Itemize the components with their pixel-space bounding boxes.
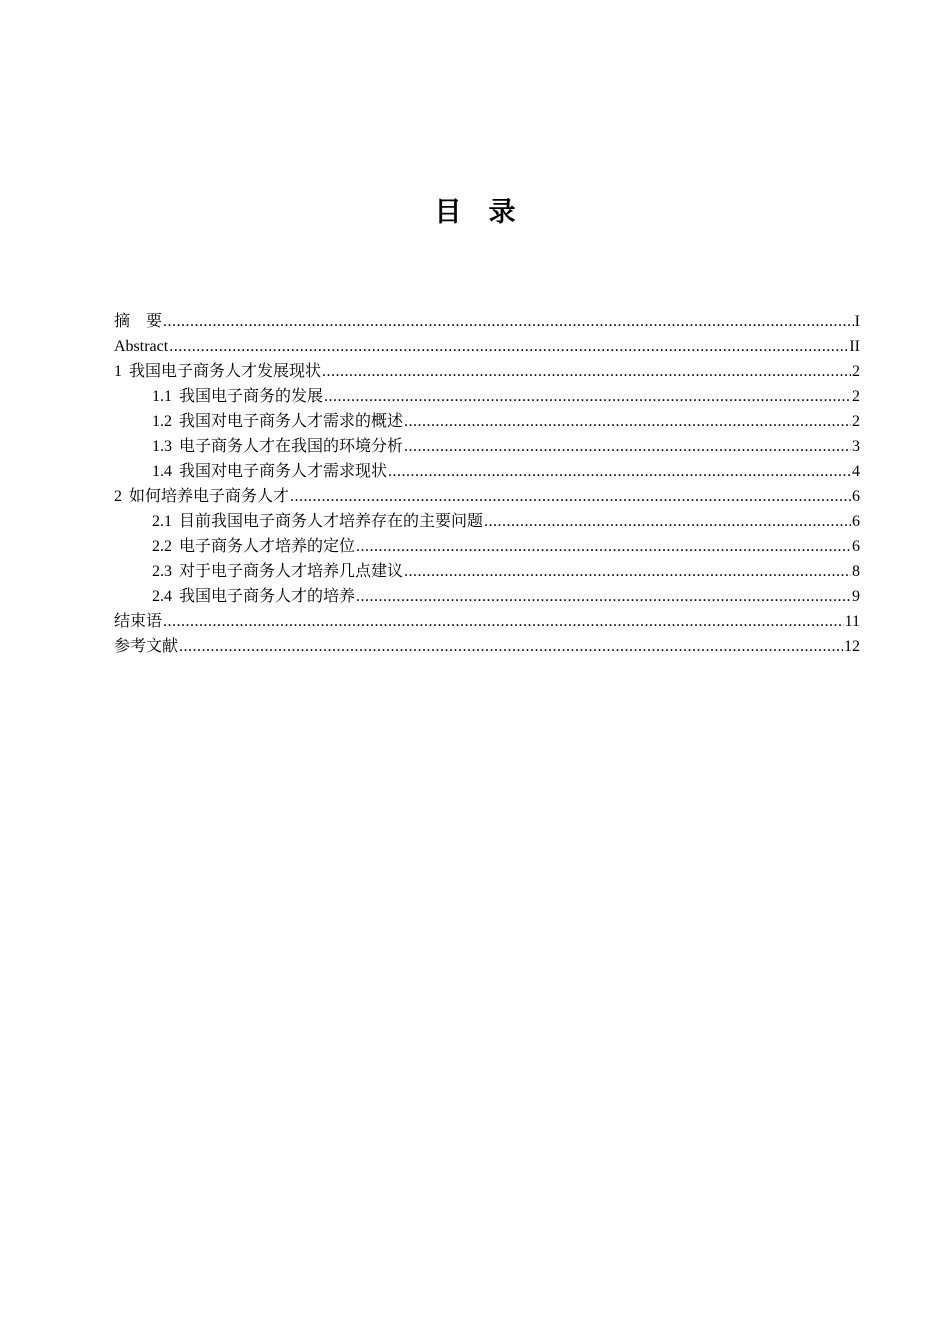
toc-entry-label: 2.4 我国电子商务人才的培养 [152, 588, 356, 605]
toc-entry-number: 1.3 [152, 438, 172, 455]
toc-dot-leader [356, 534, 851, 559]
toc-page-number: 6 [852, 488, 860, 505]
toc-dot-leader [322, 359, 851, 384]
toc-entry-conclusion[interactable] [114, 609, 860, 634]
toc-page-number: 6 [852, 513, 860, 530]
page-title: 目 录 [434, 197, 516, 228]
table-of-contents [114, 309, 860, 659]
toc-dot-leader [163, 609, 844, 634]
toc-entry-number: 1.1 [152, 388, 172, 405]
toc-dot-leader [163, 309, 854, 334]
toc-dot-leader [179, 634, 843, 659]
toc-entry-references[interactable] [114, 634, 860, 659]
toc-entry-label: Abstract [114, 338, 169, 355]
toc-dot-leader [356, 584, 851, 609]
toc-entry-section-1-3[interactable] [114, 434, 860, 459]
toc-entry-section-1-1[interactable] [114, 384, 860, 409]
toc-entry-abstract-en[interactable] [114, 334, 860, 359]
toc-entry-label: 1.1 我国电子商务的发展 [152, 388, 324, 405]
toc-page-number: 2 [852, 388, 860, 405]
toc-entry-number: 2.2 [152, 538, 172, 555]
toc-entry-number: 2.4 [152, 588, 172, 605]
toc-entry-label: 结束语 [114, 613, 163, 630]
toc-entry-label: 1.4 我国对电子商务人才需求现状 [152, 463, 388, 480]
toc-entry-label: 1.2 我国对电子商务人才需求的概述 [152, 413, 404, 430]
toc-entry-number: 2 [114, 488, 122, 505]
toc-page-number: 3 [852, 438, 860, 455]
toc-entry-chapter-2[interactable] [114, 484, 860, 509]
toc-page-number: I [854, 313, 860, 330]
toc-dot-leader [404, 559, 851, 584]
toc-page-number: 12 [844, 638, 860, 655]
toc-entry-section-2-3[interactable] [114, 559, 860, 584]
toc-entry-section-2-1[interactable] [114, 509, 860, 534]
toc-entry-chapter-1[interactable] [114, 359, 860, 384]
toc-page-number: 2 [852, 413, 860, 430]
toc-page-number: 4 [852, 463, 860, 480]
toc-page-number: II [849, 338, 860, 355]
toc-entry-section-2-4[interactable] [114, 584, 860, 609]
toc-entry-label: 参考文献 [114, 638, 179, 655]
toc-page-number: 6 [852, 538, 860, 555]
toc-dot-leader [404, 434, 851, 459]
toc-entry-label: 1.3 电子商务人才在我国的环境分析 [152, 438, 404, 455]
toc-dot-leader [324, 384, 851, 409]
toc-entry-number: 1.2 [152, 413, 172, 430]
toc-page-number: 9 [852, 588, 860, 605]
toc-entry-label: 2 如何培养电子商务人才 [114, 488, 290, 505]
toc-entry-number: 2.3 [152, 563, 172, 580]
toc-entry-number: 1.4 [152, 463, 172, 480]
toc-entry-label: 2.2 电子商务人才培养的定位 [152, 538, 356, 555]
toc-page-number: 8 [852, 563, 860, 580]
toc-entry-label: 1 我国电子商务人才发展现状 [114, 363, 322, 380]
toc-dot-leader [169, 334, 848, 359]
toc-entry-label: 摘 要 [114, 313, 163, 330]
toc-entry-section-1-2[interactable] [114, 409, 860, 434]
toc-entry-number: 2.1 [152, 513, 172, 530]
toc-entry-section-1-4[interactable] [114, 459, 860, 484]
toc-entry-abstract-cn[interactable] [114, 309, 860, 334]
toc-page-number: 11 [844, 613, 860, 630]
toc-entry-label: 2.3 对于电子商务人才培养几点建议 [152, 563, 404, 580]
toc-dot-leader [404, 409, 851, 434]
toc-dot-leader [290, 484, 851, 509]
toc-page-number: 2 [852, 363, 860, 380]
toc-dot-leader [388, 459, 851, 484]
toc-entry-label: 2.1 目前我国电子商务人才培养存在的主要问题 [152, 513, 484, 530]
toc-entry-section-2-2[interactable] [114, 534, 860, 559]
toc-dot-leader [484, 509, 851, 534]
toc-entry-number: 1 [114, 363, 122, 380]
